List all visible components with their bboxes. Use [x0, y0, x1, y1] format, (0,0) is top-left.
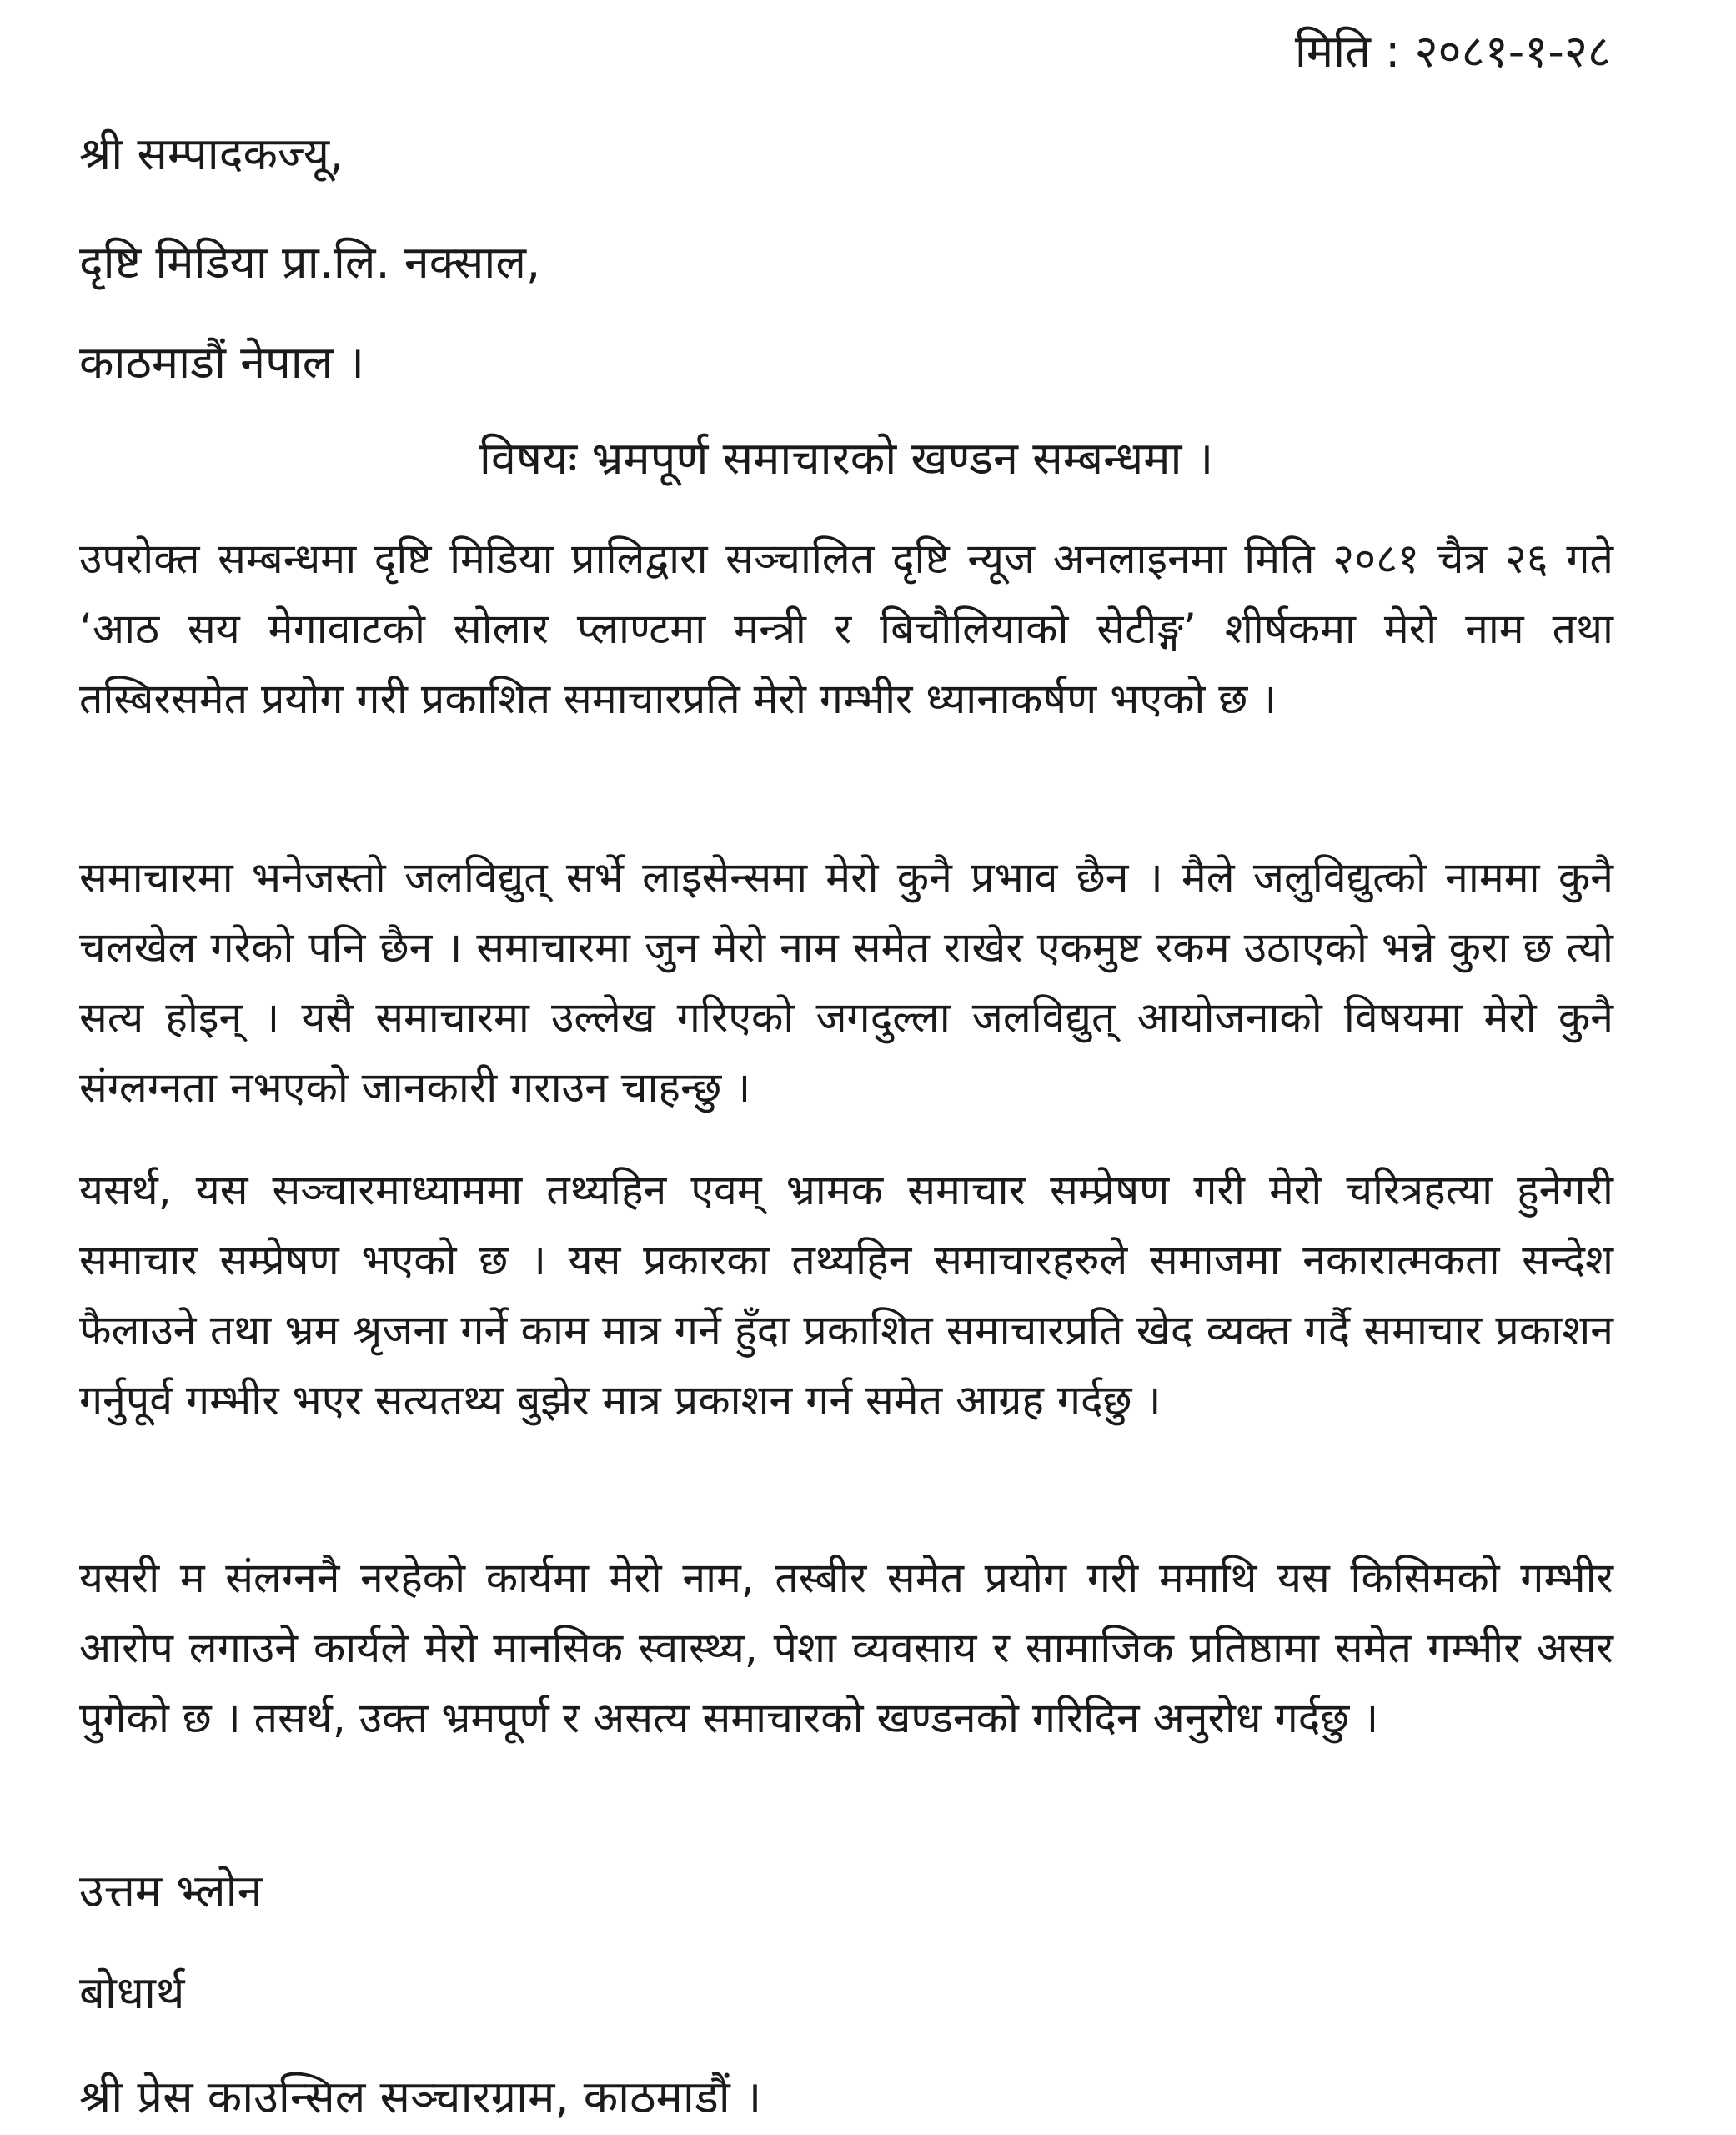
recipient-line-2: दृष्टि मिडिया प्रा.लि. नक्साल, [79, 236, 541, 289]
recipient-line-3: काठमाडौं नेपाल । [79, 336, 365, 389]
body-paragraph-1: उपरोक्त सम्बन्धमा दृष्टि मिडिया प्रालिद्वारा सञ्चालित दृष्टि न्यूज अनलाइनमा मिति २०८१ चैत्र २६ गते ‘आठ सय मेगावाटको सोलार प्लाण्टमा मन्त्री र बिचौलियाको सेटीङ्ग’ शीर्षकमा मेरो नाम तथा तस्बिरसमेत प्रयोग गरी प्रकाशित समाचारप्रति मेरो गम्भीर ध्यानाकर्षण भएको छ । [79, 535, 1613, 723]
body-paragraph-2: समाचारमा भनेजस्तो जलविद्युत् सर्भे लाइसेन्समा मेरो कुनै प्रभाव छैन । मैले जलुविद्युत्को नाममा कुनै चलखेल गरेको पनि छैन । समाचारमा जुन मेरो नाम समेत राखेर एकमुष्ट रकम उठाएको भन्ने कुरा छ त्यो सत्य होइन् । यसै समाचारमा उल्लेख गरिएको जगदुल्ला जलविद्युत् आयोजनाको विषयमा मेरो कुनै संग्लग्नता नभएको जानकारी गराउन चाहन्छु । [79, 853, 1613, 1112]
sender-name: उत्तम भ्लोन [79, 1865, 263, 1917]
body-paragraph-3: यसर्थ, यस सञ्चारमाध्याममा तथ्यहिन एवम् भ्रामक समाचार सम्प्रेषण गरी मेरो चरित्रहत्या हुनेगरी समाचार सम्प्रेषण भएको छ । यस प्रकारका तथ्यहिन समाचारहरुले समाजमा नकारात्मकता सन्देश फैलाउने तथा भ्रम श्रृजना गर्ने काम मात्र गर्ने हुँदा प्रकाशित समाचारप्रति खेद व्यक्त गर्दै समाचार प्रकाशन गर्नुपूर्व गम्भीर भएर सत्यतथ्य बुझेर मात्र प्रकाशन गर्न समेत आग्रह गर्दछु । [79, 1166, 1613, 1424]
cc-label: बोधार्थ [79, 1967, 185, 2019]
cc-recipient: श्री प्रेस काउन्सिल सञ्चारग्राम, काठमाडौं । [79, 2071, 762, 2123]
letter-date: मिति : २०८१-१-२८ [1294, 25, 1611, 78]
recipient-line-1: श्री सम्पादकज्यू, [79, 128, 344, 180]
body-paragraph-4: यसरी म संलग्ननै नरहेको कार्यमा मेरो नाम, तस्बीर समेत प्रयोग गरी ममाथि यस किसिमको गम्भीर आरोप लगाउने कार्यले मेरो मानसिक स्वास्थ्य, पेशा व्यवसाय र सामाजिक प्रतिष्ठामा समेत गम्भीर असर पुगेको छ । तसर्थ, उक्त भ्रमपूर्ण र असत्य समाचारको खण्डनको गरिदिन अनुरोध गर्दछु । [79, 1554, 1613, 1742]
letter-subject: विषयः भ्रमपूर्ण समाचारको खण्डन सम्बन्धमा । [479, 432, 1214, 485]
